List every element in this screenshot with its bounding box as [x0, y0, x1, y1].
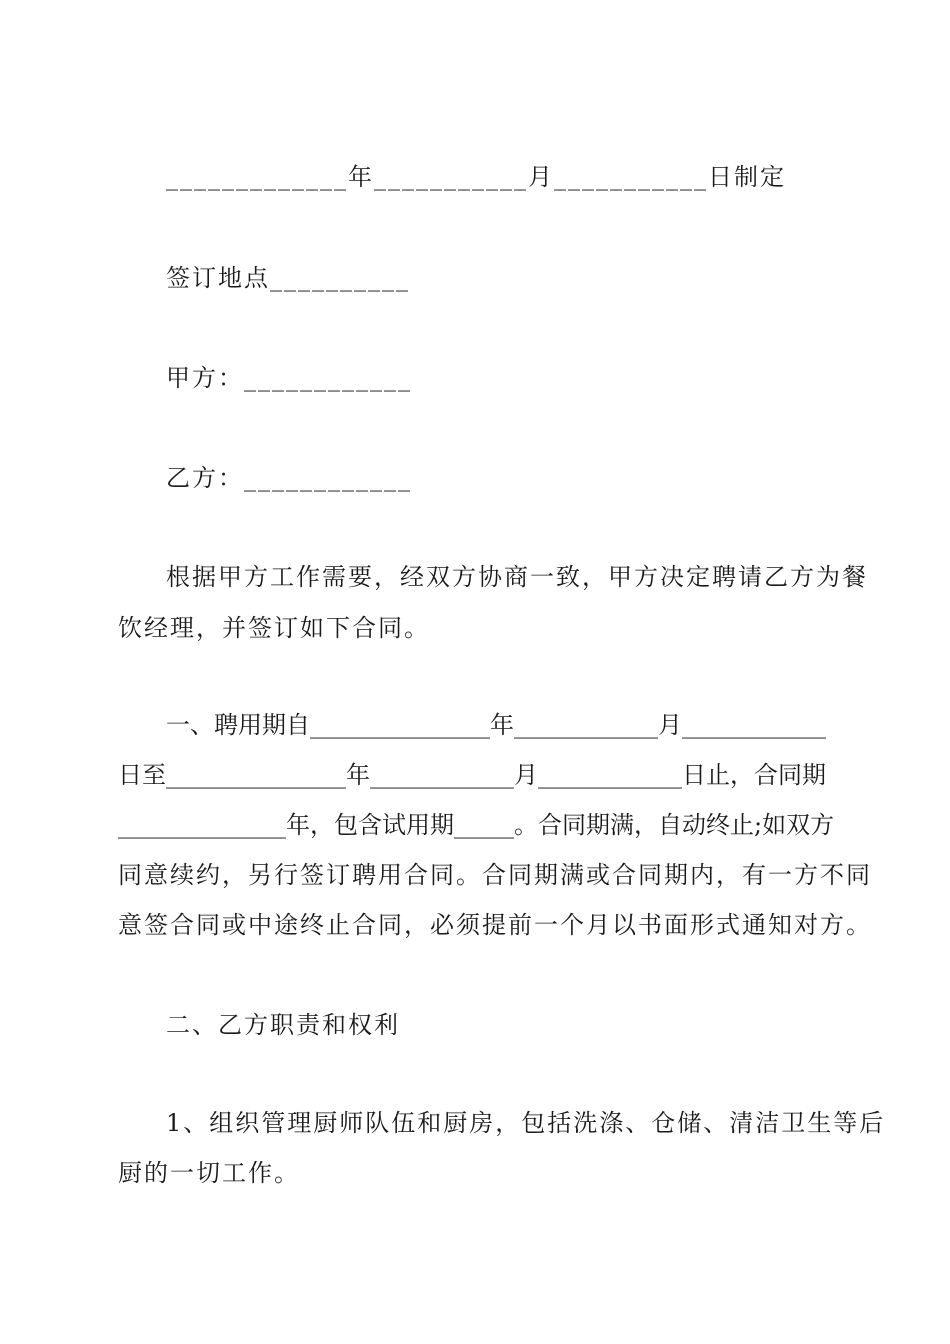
party-a-line: 甲方：____________	[166, 364, 412, 392]
section1-line-2: 日至_______________年____________月____________日止，合同期	[118, 761, 826, 789]
section1-line-5: 意签合同或中途终止合同，必须提前一个月以书面形式通知对方。	[118, 911, 872, 939]
item1-line-2: 厨的一切工作。	[118, 1159, 300, 1187]
section1-line-1: 一、聘用期自_______________年____________月____________	[166, 711, 826, 739]
intro-line-2: 饮经理，并签订如下合同。	[118, 614, 430, 642]
item1-line-1: 1、组织管理厨师队伍和厨房，包括洗涤、仓储、清洁卫生等后	[166, 1109, 886, 1137]
party-b-line: 乙方：____________	[166, 464, 412, 492]
date-line: _____________年___________月___________日制定	[166, 163, 786, 191]
section1-line-3: ______________年，包含试用期_____。合同期满，自动终止;如双方	[118, 811, 835, 839]
intro-line-1: 根据甲方工作需要，经双方协商一致，甲方决定聘请乙方为餐	[166, 563, 868, 591]
section1-line-4: 同意续约，另行签订聘用合同。合同期满或合同期内，有一方不同	[118, 861, 872, 889]
signing-place-line: 签订地点__________	[166, 264, 410, 292]
section2-heading: 二、乙方职责和权利	[166, 1011, 400, 1039]
